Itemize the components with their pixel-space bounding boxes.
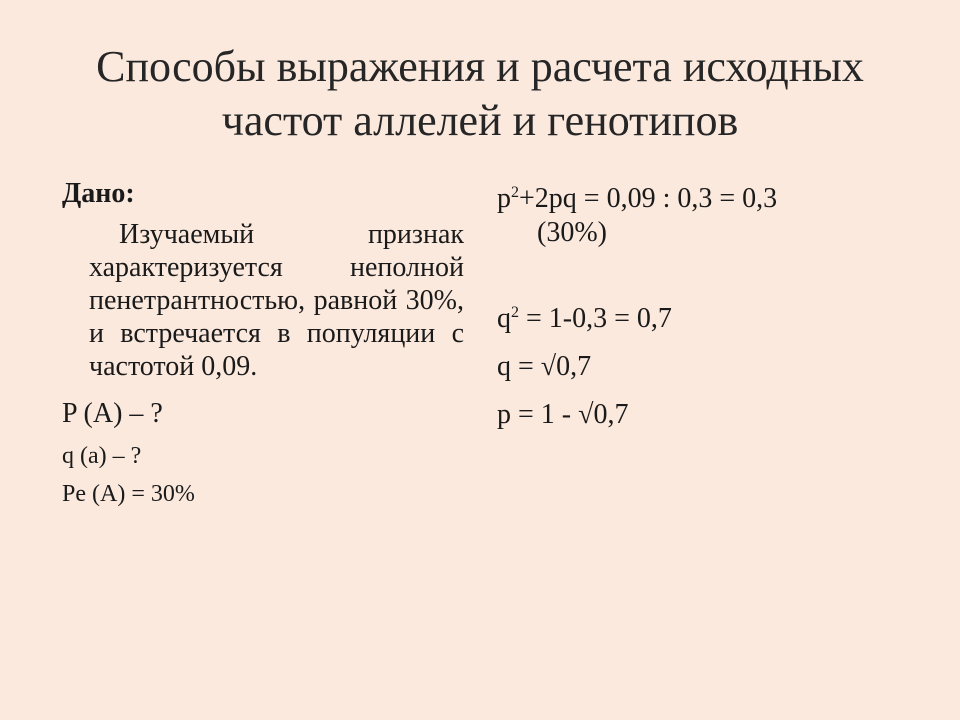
title-line-2: частот аллелей и генотипов <box>221 96 739 145</box>
given-heading: Дано: <box>62 178 135 209</box>
question-p: P (A) – ? <box>62 398 163 429</box>
given-description <box>89 218 464 383</box>
equation-1-continued: (30%) <box>537 217 607 248</box>
eq2-exponent: 2 <box>511 304 519 321</box>
given-description-text: Изучаемый признак характеризуется неполной пенетрантностью, равной 30%, и встречается в популяции с частотой 0,09. <box>89 219 464 382</box>
eq1-exponent: 2 <box>511 184 519 201</box>
given-section <box>62 176 464 509</box>
eq1-var: p <box>497 183 511 214</box>
question-q: q (a) – ? <box>62 443 142 469</box>
solution-section <box>497 182 917 432</box>
equation-3: q = √0,7 <box>497 351 592 382</box>
equation-1 <box>497 182 917 216</box>
eq2-rest: = 1-0,3 = 0,7 <box>519 303 672 334</box>
title-line-1: Способы выражения и расчета исходных <box>96 42 864 91</box>
equation-4: p = 1 - √0,7 <box>497 399 629 430</box>
eq2-var: q <box>497 303 511 334</box>
slide-title <box>40 40 920 148</box>
eq1-rest: +2pq = 0,09 : 0,3 = 0,3 <box>519 183 778 214</box>
equation-2 <box>497 302 917 336</box>
penetrance-value: Pe (A) = 30% <box>62 481 195 507</box>
